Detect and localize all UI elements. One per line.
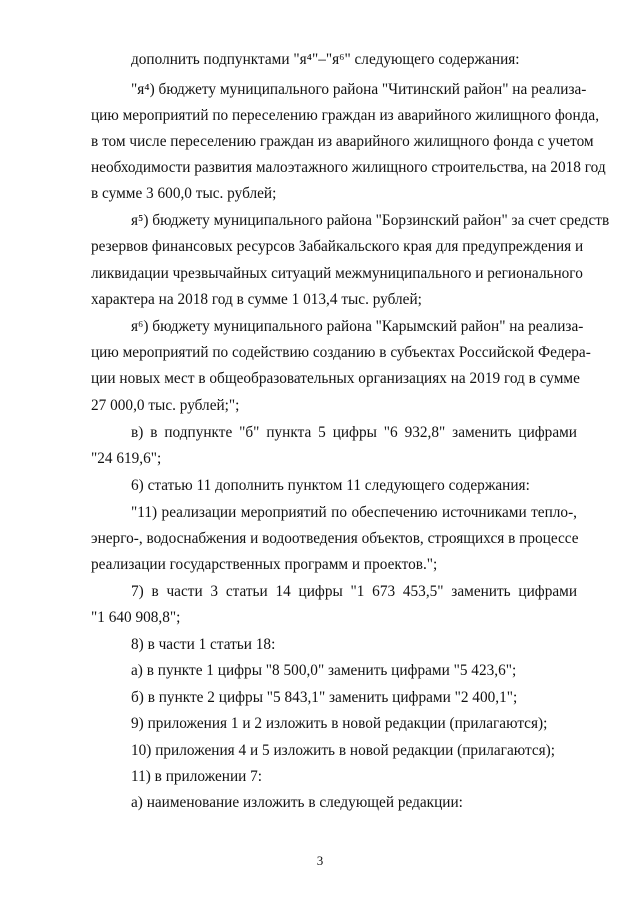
text-line-14: 27 000,0 тыс. рублей;";	[91, 397, 240, 414]
text-line-22: "1 640 908,8";	[91, 609, 181, 626]
page-number: 3	[316, 853, 324, 868]
text-line-16: "24 619,6";	[91, 450, 162, 467]
text-line-8: резервов финансовых ресурсов Забайкальского края для предупреждения и	[91, 238, 584, 255]
text-line-1: дополнить подпунктами "я⁴"–"я⁶" следующего содержания:	[131, 51, 520, 68]
text-line-10: характера на 2018 год в сумме 1 013,4 тыс. рублей;	[91, 291, 422, 308]
text-line-5: необходимости развития малоэтажного жилищного строительства, на 2018 год	[91, 159, 606, 176]
text-line-21: 7) в части 3 статьи 14 цифры "1 673 453,5" заменить цифрами	[131, 583, 577, 600]
text-line-28: 11) в приложении 7:	[131, 768, 263, 785]
text-line-15: в) в подпункте "б" пункта 5 цифры "6 932,8" заменить цифрами	[131, 424, 577, 441]
text-line-26: 9) приложения 1 и 2 изложить в новой редакции (прилагаются);	[131, 715, 548, 732]
text-line-7: я⁵) бюджету муниципального района "Борзинский район" за счет средств	[131, 212, 610, 229]
text-line-25: б) в пункте 2 цифры "5 843,1" заменить цифрами "2 400,1";	[131, 689, 518, 706]
text-line-9: ликвидации чрезвычайных ситуаций межмуниципального и регионального	[91, 265, 583, 282]
text-line-2: "я⁴) бюджету муниципального района "Читинский район" на реализа-	[131, 81, 587, 98]
text-line-20: реализации государственных программ и проектов.";	[91, 556, 438, 573]
text-line-24: а) в пункте 1 цифры "8 500,0" заменить цифрами "5 423,6";	[131, 662, 517, 679]
text-line-23: 8) в части 1 статьи 18:	[131, 636, 276, 653]
text-line-29: а) наименование изложить в следующей редакции:	[131, 794, 463, 811]
text-line-13: ции новых мест в общеобразовательных организациях на 2019 год в сумме	[91, 370, 580, 387]
text-line-19: энерго-, водоснабжения и водоотведения объектов, строящихся в процессе	[91, 530, 579, 547]
text-line-4: в том числе переселению граждан из аварийного жилищного фонда с учетом	[91, 133, 594, 150]
text-line-6: в сумме 3 600,0 тыс. рублей;	[91, 185, 277, 202]
text-line-12: цию мероприятий по содействию созданию в субъектах Российской Федера-	[91, 344, 591, 361]
text-line-17: 6) статью 11 дополнить пунктом 11 следующего содержания:	[131, 477, 530, 494]
text-line-27: 10) приложения 4 и 5 изложить в новой редакции (прилагаются);	[131, 742, 556, 759]
text-line-18: "11) реализации мероприятий по обеспечению источниками тепло-,	[131, 504, 577, 521]
text-line-11: я⁶) бюджету муниципального района "Карымский район" на реализа-	[131, 318, 584, 335]
text-line-3: цию мероприятий по переселению граждан из аварийного жилищного фонда,	[91, 107, 600, 124]
